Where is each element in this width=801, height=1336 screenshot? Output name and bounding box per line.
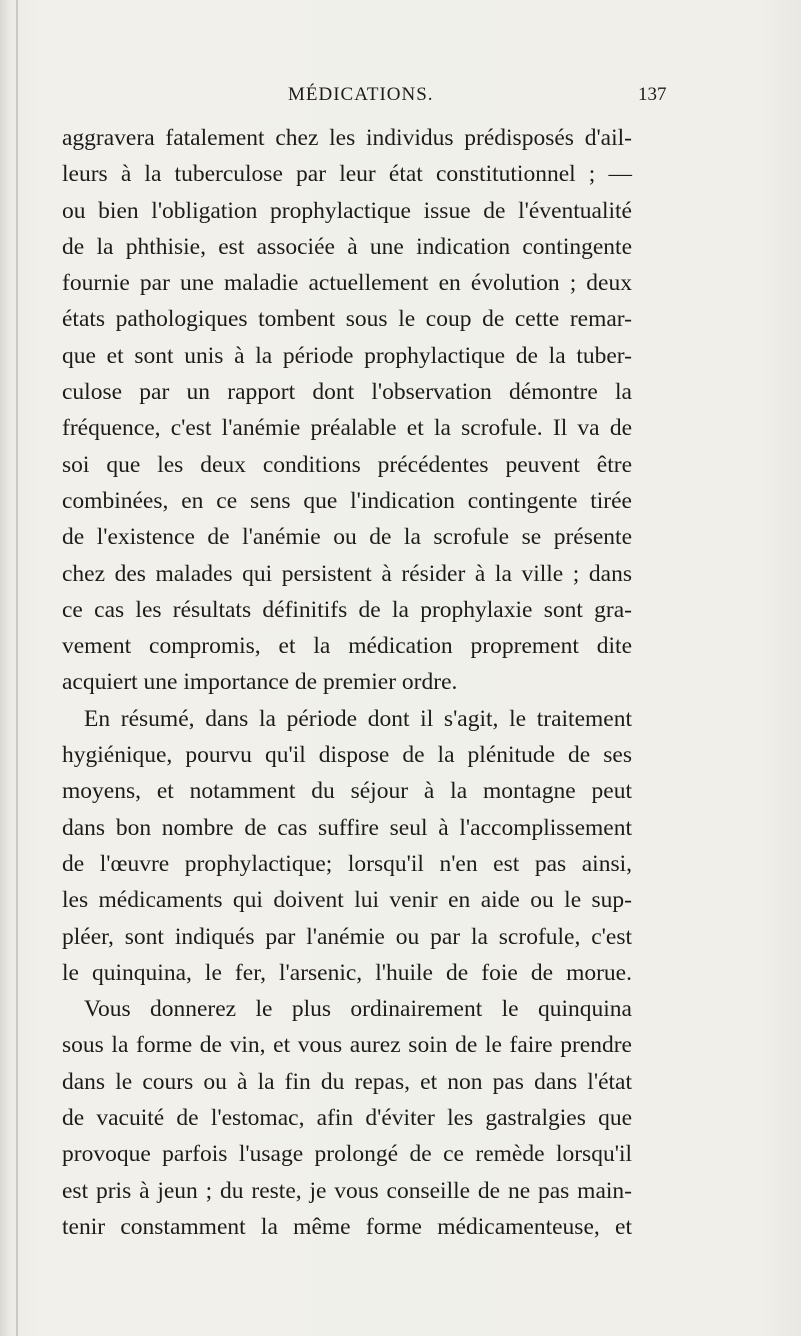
- text-line: chez des malades qui persistent à résider à la ville ; dans: [62, 560, 632, 587]
- text-line: combinées, en ce sens que l'indication contingente tirée: [62, 487, 632, 514]
- text-line: ou bien l'obligation prophylactique issue de l'éventualité: [62, 197, 632, 224]
- text-line: culose par un rapport dont l'observation démontre la: [62, 379, 632, 406]
- body-text: [62, 120, 632, 1245]
- text-line: hygiénique, pourvu qu'il dispose de la plénitude de ses: [62, 742, 632, 769]
- page-header: [0, 84, 801, 110]
- text-line: le quinquina, le fer, l'arsenic, l'huile de foie de morue.: [62, 959, 632, 986]
- text-line: moyens, et notamment du séjour à la montagne peut: [62, 778, 632, 805]
- text-line: dans bon nombre de cas suffire seul à l'accomplissement: [62, 814, 632, 841]
- paragraph-first-line: Vous donnerez le plus ordinairement le quinquina: [84, 996, 632, 1023]
- text-line: pléer, sont indiqués par l'anémie ou par la scrofule, c'est: [62, 923, 632, 950]
- text-line: vement compromis, et la médication proprement dite: [62, 633, 632, 660]
- binding-edge: [16, 0, 18, 1336]
- text-line: dans le cours ou à la fin du repas, et non pas dans l'état: [62, 1068, 632, 1095]
- text-line: leurs à la tuberculose par leur état constitutionnel ; —: [62, 161, 632, 188]
- text-line: aggravera fatalement chez les individus prédisposés d'ail-: [62, 125, 632, 151]
- text-line: sous la forme de vin, et vous aurez soin de le faire prendre: [62, 1032, 632, 1059]
- page-number: 137: [638, 84, 667, 105]
- text-line: ce cas les résultats définitifs de la prophylaxie sont gra-: [62, 596, 632, 623]
- text-line: les médicaments qui doivent lui venir en aide ou le sup-: [62, 887, 632, 914]
- text-line: de l'œuvre prophylactique; lorsqu'il n'en est pas ainsi,: [62, 850, 632, 877]
- text-line: de la phthisie, est associée à une indication contingente: [62, 233, 632, 260]
- text-line: acquiert une importance de premier ordre.: [62, 669, 458, 696]
- text-line: provoque parfois l'usage prolongé de ce remède lorsqu'il: [62, 1141, 632, 1168]
- text-line: tenir constamment la même forme médicamenteuse, et: [62, 1213, 632, 1240]
- text-line: de vacuité de l'estomac, afin d'éviter les gastralgies que: [62, 1105, 632, 1132]
- paragraph-first-line: En résumé, dans la période dont il s'agit, le traitement: [84, 705, 632, 732]
- running-title: MÉDICATIONS.: [288, 84, 434, 105]
- text-line: fournie par une maladie actuellement en évolution ; deux: [62, 270, 632, 297]
- text-line: états pathologiques tombent sous le coup de cette remar-: [62, 306, 632, 333]
- text-line: soi que les deux conditions précédentes peuvent être: [62, 451, 632, 478]
- text-line: que et sont unis à la période prophylactique de la tuber-: [62, 342, 632, 369]
- text-line: fréquence, c'est l'anémie préalable et la scrofule. Il va de: [62, 415, 632, 442]
- text-line: est pris à jeun ; du reste, je vous conseille de ne pas main-: [62, 1177, 632, 1204]
- text-line: de l'existence de l'anémie ou de la scrofule se présente: [62, 524, 632, 551]
